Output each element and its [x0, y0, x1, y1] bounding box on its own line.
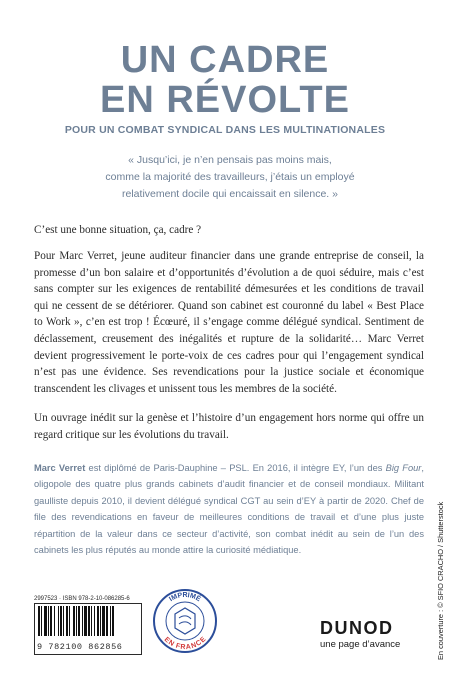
stamp-bottom-text: EN FRANCE: [162, 636, 208, 652]
isbn-label: 2997523 · ISBN 978-2-10-086285-6: [34, 596, 130, 602]
stamp-top-text: IMPRIMÉ: [168, 592, 202, 604]
summary-paragraph: Pour Marc Verret, jeune auditeur financier dans une grande entreprise de conseil, la promesse d’un bon salaire et d’opportunités d’évolution a de quoi séduire, mais c’est sans compter sur les exigences de rentabilité démesurées et les conditions de travail qui ne cessent de se détériorer. Quand son cabinet est couronné du label « Best Place to Work », c’en est trop ! Écœuré, il s’engage comme délégué syndical. Sentiment de déclassement, creusement des inégalités et rupture de la solidarité… Marc Verret devient progressivement le porte-voix de ces cadres pour qui l’engagement syndical n’est pas une évidence. Ses revendications pour la justice sociale et économique transcendent les clivages et unissent tous les membres de la société.: [34, 250, 424, 395]
book-title-line-1: UN CADRE: [120, 39, 330, 81]
publisher-logo: [320, 618, 420, 650]
pull-quote: [90, 152, 370, 203]
quote-line: comme la majorité des travailleurs, j’étais un employé: [105, 171, 355, 183]
barcode-block: [34, 596, 142, 655]
book-title-line-2: EN RÉVOLTE: [100, 79, 350, 121]
barcode: [34, 603, 142, 655]
quote-line: « Jusqu’ici, je n’en pensais pas moins mais,: [128, 154, 332, 166]
publisher-tagline: une page d’avance: [320, 639, 401, 650]
author-bio: [34, 460, 424, 558]
bio-text-1: est diplômé de Paris-Dauphine – PSL. En 2016, il intègre EY, l’un des: [85, 463, 386, 473]
lead-paragraph: C’est une bonne situation, ça, cadre ?: [34, 224, 202, 236]
cover-credit: En couverture : © SFIO CRACHO / Shutterstock: [436, 501, 445, 660]
publisher-name: DUNOD: [320, 618, 394, 638]
printed-in-france-stamp: [152, 588, 218, 654]
closing-paragraph: Un ouvrage inédit sur la genèse et l’histoire d’un engagement hors norme qui offre un regard critique sur les évolutions du travail.: [34, 412, 424, 441]
quote-line: relativement docile qui encaissait en silence. »: [122, 188, 338, 200]
book-subtitle: POUR UN COMBAT SYNDICAL DANS LES MULTINATIONALES: [64, 124, 386, 136]
bio-text-2: , oligopole des quatre plus grands cabinets d’audit financier et de conseil mondiaux. Militant gaulliste depuis 2010, il devient délégué syndical CGT au sein d’EY à partir de 2020. Chef de file des revendications en faveur de meilleures conditions de travail et d’une plus juste répartition de la valeur dans ce secteur d’activité, son combat inédit au sein de l’un des cabinets les plus réputés au monde attire la curiosité médiatique.: [34, 463, 424, 556]
barcode-bars: [37, 606, 139, 636]
author-name: Marc Verret: [34, 463, 86, 473]
barcode-digits: 9 782100 862856: [37, 642, 123, 652]
bio-italic: Big Four: [385, 463, 422, 473]
